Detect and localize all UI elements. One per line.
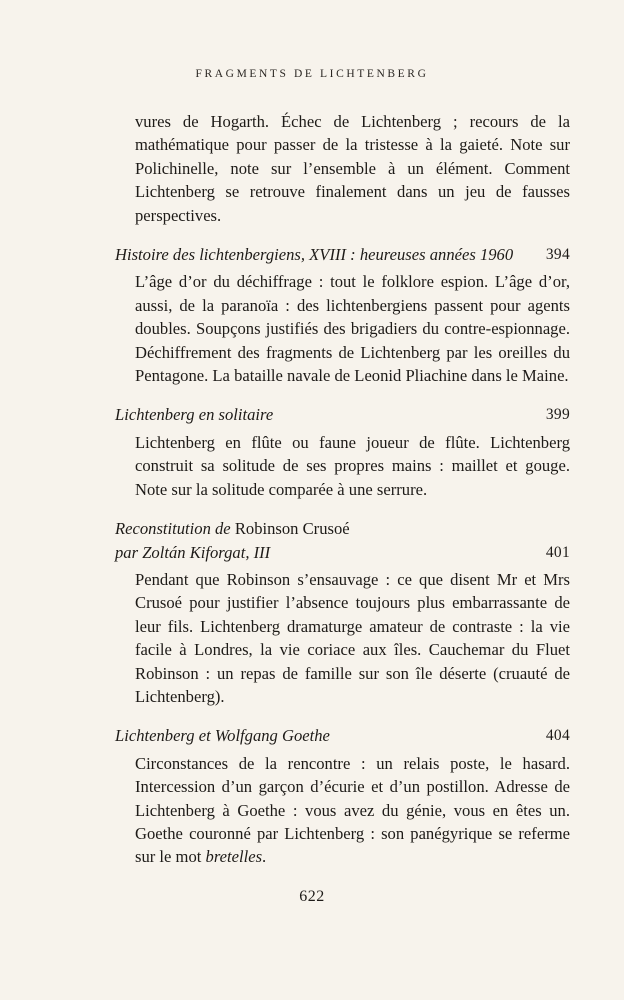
toc-entry-goethe bbox=[115, 724, 570, 868]
entry-heading bbox=[115, 517, 570, 540]
entry-title: Lichtenberg en solitaire bbox=[115, 405, 274, 425]
entry-heading bbox=[115, 724, 570, 747]
entry-heading bbox=[115, 243, 570, 266]
entry-title: Lichtenberg et Wolfgang Goethe bbox=[115, 726, 330, 746]
toc-entry-solitaire bbox=[115, 403, 570, 501]
entry-heading bbox=[115, 403, 570, 426]
entry-summary bbox=[135, 752, 570, 869]
entry-page-number: 401 bbox=[545, 543, 570, 561]
page-number: 622 bbox=[299, 888, 325, 905]
toc-entry-robinson bbox=[115, 517, 570, 708]
table-of-contents bbox=[115, 110, 570, 869]
toc-entry-lichtenbergiens bbox=[115, 243, 570, 387]
entry-title-author: par Zoltán Kiforgat, III bbox=[115, 542, 271, 562]
entry-heading-line2 bbox=[115, 541, 570, 564]
entry-summary-end: . bbox=[262, 847, 267, 867]
entry-summary: Lichtenberg en flûte ou faune joueur de flûte. Lichtenberg construit sa solitude de ses propres mains : maillet et gouge. Note sur la solitude comparée à une serrure. bbox=[135, 432, 570, 499]
entry-title-italic: Reconstitution de bbox=[115, 519, 235, 539]
entry-page-number: 399 bbox=[545, 406, 570, 424]
entry-title-work: Robinson Crusoé bbox=[234, 519, 350, 539]
entry-summary-italic-word: bretelles bbox=[205, 847, 263, 867]
entry-summary-text: Circonstances de la rencontre : un relais poste, le hasard. Intercession d’un garçon d’écurie et d’un postillon. Adresse de Lichtenberg à Goethe : vous avez du génie, vous en êtes un. Goethe couronné par Lichtenberg : son panégyrique se referme sur le mot bbox=[135, 753, 570, 867]
entry-summary: Pendant que Robinson s’ensauvage : ce que disent Mr et Mrs Crusoé pour justifier l’absence toujours plus embarrassante de leur fils. Lichtenberg dramaturge amateur de contraste : la vie facile à Londres, la vie coriace aux îles. Cauchemar du Fluet Robinson : un repas de famille sur son île déserte (cruauté de Lichtenberg). bbox=[135, 569, 570, 706]
entry-title: Histoire des lichtenbergiens, XVIII : heureuses années 1960 bbox=[115, 245, 514, 265]
entry-title bbox=[115, 517, 350, 540]
entry-page-number: 404 bbox=[545, 727, 570, 745]
entry-page-number: 394 bbox=[545, 246, 570, 264]
running-header: FRAGMENTS DE LICHTENBERG bbox=[195, 68, 429, 80]
intro-summary: vures de Hogarth. Échec de Lichtenberg ; recours de la mathématique pour passer de la tristesse à la gaieté. Note sur Polichinelle, note sur l’ensemble à un élément. Comment Lichtenberg se retrouve finalement dans un jeu de fausses perspectives. bbox=[135, 112, 570, 225]
entry-summary: L’âge d’or du déchiffrage : tout le folklore espion. L’âge d’or, aussi, de la paranoïa : des lichtenbergiens passent pour agents doubles. Soupçons justifiés des brigadiers du contre-espionnage. Déchiffrement des fragments de Lichtenberg par les oreilles du Pentagone. La bataille navale de Leonid Pliachine dans le Maine. bbox=[135, 272, 570, 386]
